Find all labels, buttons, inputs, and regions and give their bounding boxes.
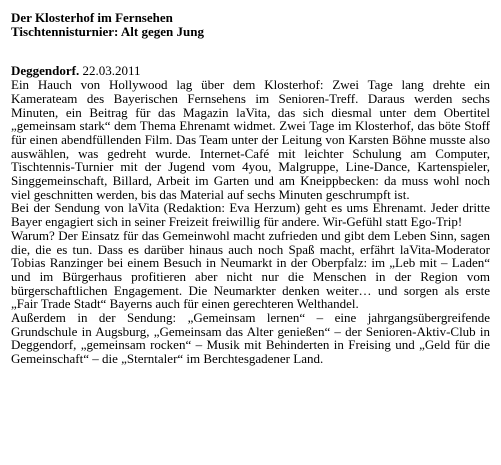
dateline xyxy=(11,64,490,78)
paragraph-intro: Ein Hauch von Hollywood lag über dem Klosterhof: Zwei Tage lang drehte ein Kamerateam des Bayerischen Fernsehens im Senioren-Treff. Daraus werden sechs Minuten, ein Beitrag für das Magazin laVita, das sich diesmal unter dem Obertitel „gemeinsam stark“ dem Thema Ehrenamt widmet. Zwei Tage im Klosterhof, das böte Stoff für einen abendfüllenden Film. Das Team unter der Leitung von Karsten Böhne musste also auswählen, was gedreht wurde. Internet-Café mit leichter Schulung am Computer, Tischtennis-Turnier mit der Jugend vom 4you, Malgruppe, Line-Dance, Kartenspieler, Singgemeinschaft, Billard, Arbeit im Garten und am Kneippbecken: da muss wohl noch viel geschnitten werden, bis das Material auf sechs Minuten geschrumpft ist. xyxy=(11,77,490,202)
dateline-date: 22.03.2011 xyxy=(79,63,141,79)
paragraph-warum: Warum? Der Einsatz für das Gemeinwohl macht zufrieden und gibt dem Leben Sinn, sagen die, die es tun. Dass es darüber hinaus auch noch Spaß macht, erfährt laVita-Moderator Tobias Ranzinger bei einem Besuch in Neumarkt in der Oberpfalz: im „Leb mit – Laden“ und im Bürgerhaus profitieren aber nicht nur die Menschen in der Region vom bürgerschaftlichen Engagement. Die Neumarkter denken weiter… und sorgen als erste „Fair Trade Stadt“ Bayerns auch für einen gerechteren Welthandel. xyxy=(11,227,490,312)
paragraph-lavita: Bei der Sendung von laVita (Redaktion: Eva Herzum) geht es ums Ehrenamt. Jeder dritte Bayer engagiert sich in seiner Freizeit freiwillig für andere. Wir-Gefühl statt Ego-Trip! xyxy=(11,200,490,230)
article-subtitle: Tischtennisturnier: Alt gegen Jung xyxy=(11,23,204,39)
article xyxy=(11,11,490,366)
dateline-place: Deggendorf. xyxy=(11,63,80,79)
paragraph-ausserdem: Außerdem in der Sendung: „Gemeinsam lernen“ – eine jahrgangsübergreifende Grundschule in Augsburg, „Gemeinsam das Alter genießen“ – der Senioren-Aktiv-Club in Deggendorf, „gemeinsam rocken“ – Musik mit Behinderten in Freising und „Geld für die Gemeinschaft“ – die „Sterntaler“ im Berchtesgadener Land. xyxy=(11,310,490,367)
spacer xyxy=(11,38,490,64)
article-title: Der Klosterhof im Fernsehen xyxy=(11,10,173,25)
